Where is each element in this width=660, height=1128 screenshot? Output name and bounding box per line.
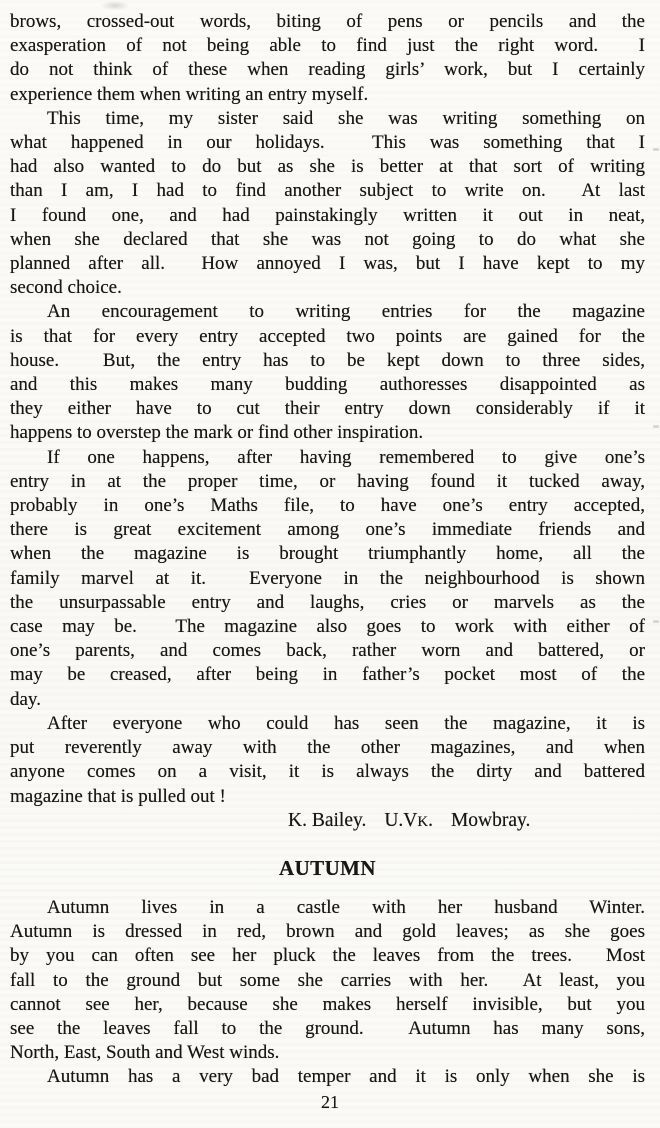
text-line: exasperation of not being able to find just the right word. I [10, 35, 645, 57]
text-line: there is great excitement among one’s immediate friends and [10, 519, 645, 541]
paragraph [10, 446, 645, 712]
text-line: planned after all. How annoyed I was, but I have kept to my [10, 253, 645, 275]
text-line: is that for every entry accepted two points are gained for the [10, 325, 645, 347]
text-line: Autumn has a very bad temper and it is only when she is [47, 1066, 645, 1088]
text-line: house. But, the entry has to be kept down to three sides, [10, 349, 645, 371]
paragraph [10, 10, 645, 107]
text-line: do not think of these when reading girls’ work, but I certainly [10, 59, 645, 81]
text-line: the unsurpassable entry and laughs, cries or marvels as the [10, 591, 645, 613]
text-line: probably in one’s Maths file, to have one’s entry accepted, [10, 495, 645, 517]
text-line: I found one, and had painstakingly written it out in neat, [10, 204, 645, 226]
text-line: by you can often see her pluck the leaves from the trees. Most [10, 945, 645, 967]
byline-form-prefix: U.V [384, 809, 418, 831]
paragraph [10, 107, 645, 301]
text-line: North, East, South and West winds. [10, 1042, 280, 1064]
section-heading: AUTUMN [279, 855, 376, 880]
text-line: put reverently away with the other magazines, and when [10, 737, 645, 759]
text-line: than I am, I had to find another subject to write on. At last [10, 180, 645, 202]
byline-form-smallcap: K [417, 813, 429, 830]
byline-author: K. Bailey. [288, 809, 367, 831]
byline-house: Mowbray. [450, 809, 531, 831]
byline [10, 809, 645, 834]
paragraph [10, 300, 645, 445]
text-line: An encouragement to writing entries for the magazine [47, 301, 645, 323]
text-line: second choice. [10, 277, 122, 299]
paragraph [10, 712, 645, 809]
text-line: when she declared that she was not going to do what she [10, 228, 645, 250]
scan-artifact [100, 1, 130, 10]
paragraph [10, 896, 645, 1065]
text-line: what happened in our holidays. This was something that I [10, 132, 645, 154]
text-line: experience them when writing an entry myself. [10, 83, 369, 105]
text-line: and this makes many budding authoresses disappointed as [10, 374, 645, 396]
text-line: Autumn is dressed in red, brown and gold leaves; as she goes [10, 921, 645, 943]
text-block [10, 10, 645, 1090]
paragraph [10, 1065, 645, 1089]
text-line: If one happens, after having remembered to give one’s [47, 446, 645, 468]
text-line: case may be. The magazine also goes to work with either of [10, 616, 645, 638]
text-line: when the magazine is brought triumphantly home, all the [10, 543, 645, 565]
text-line: family marvel at it. Everyone in the neighbourhood is shown [10, 567, 645, 589]
text-line: This time, my sister said she was writing something on [47, 107, 645, 129]
text-line: fall to the ground but some she carries with her. At least, you [10, 969, 645, 991]
text-line: After everyone who could has seen the magazine, it is [47, 712, 645, 734]
byline-form-suffix: . [428, 809, 433, 831]
text-line: they either have to cut their entry down considerably if it [10, 398, 645, 420]
scan-artifact [653, 620, 659, 623]
scan-artifact [653, 425, 659, 428]
text-line: anyone comes on a visit, it is always the dirty and battered [10, 761, 645, 783]
text-line: magazine that is pulled out ! [10, 785, 226, 807]
text-line: Autumn lives in a castle with her husband Winter. [47, 896, 645, 918]
text-line: may be creased, after being in father’s pocket most of the [10, 664, 645, 686]
text-line: one’s parents, and comes back, rather worn and battered, or [10, 640, 645, 662]
text-line: cannot see her, because she makes herself invisible, but you [10, 993, 645, 1015]
scan-artifact [653, 148, 659, 151]
page-number: 21 [321, 1092, 339, 1112]
text-line: had also wanted to do but as she is better at that sort of writing [10, 156, 645, 178]
text-line: entry in at the proper time, or having found it tucked away, [10, 470, 645, 492]
text-line: happens to overstep the mark or find other inspiration. [10, 422, 424, 444]
text-line: see the leaves fall to the ground. Autumn has many sons, [10, 1017, 645, 1039]
text-line: day. [10, 688, 41, 710]
text-line: brows, crossed-out words, biting of pens or pencils and the [10, 11, 645, 32]
